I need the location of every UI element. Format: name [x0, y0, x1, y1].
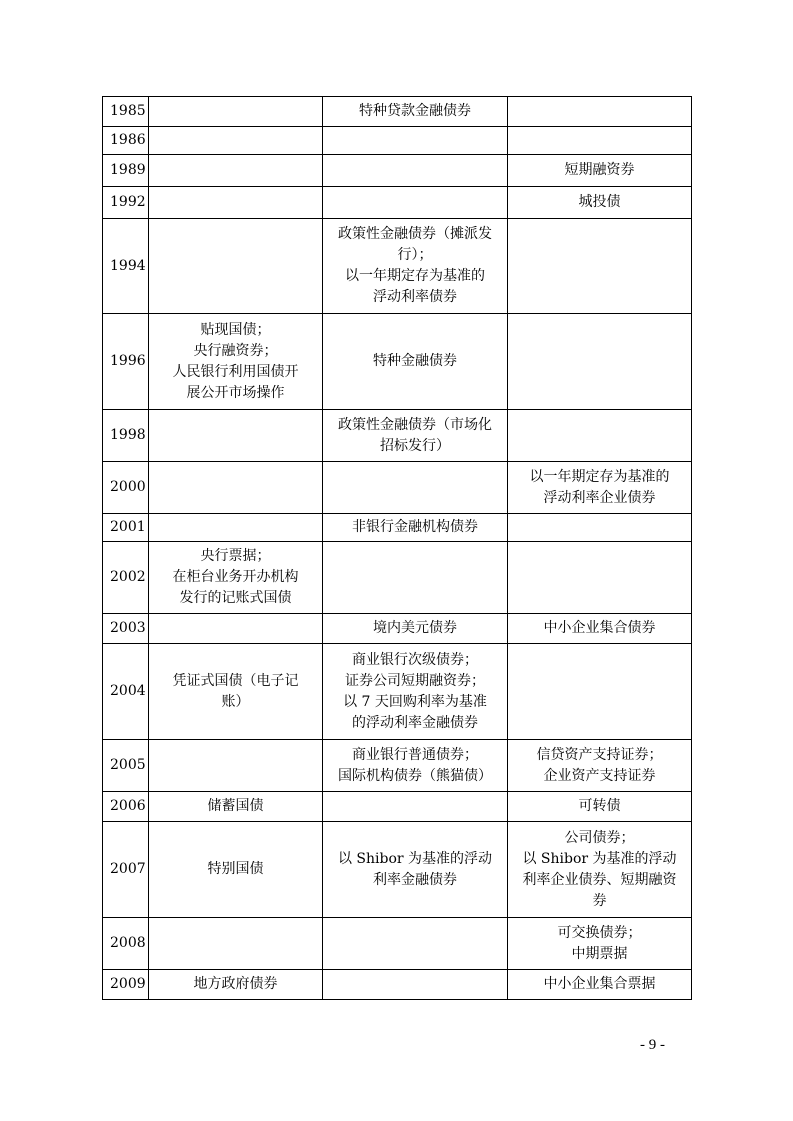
cell-line: 账） — [221, 693, 250, 710]
table-row — [103, 822, 692, 918]
cell-line: 中期票据 — [571, 945, 628, 962]
cell-line: 浮动利率债券 — [373, 289, 457, 305]
bond-cell-col2 — [323, 740, 508, 792]
bond-cell-col2 — [323, 314, 508, 410]
bond-cell-col2 — [323, 614, 508, 644]
cell-line: 境内美元债券 — [373, 620, 457, 636]
year-cell: 2008 — [103, 918, 149, 970]
cell-line: 以一年期定存为基准的 — [345, 268, 485, 284]
cell-line: 商业银行普通债券； — [352, 746, 478, 763]
year-cell: 2002 — [103, 542, 149, 614]
year-cell: 2001 — [103, 514, 149, 542]
bond-cell-col3 — [508, 462, 692, 514]
cell-line: 以 Shibor 为基准的浮动 — [522, 850, 677, 867]
cell-line: 信贷资产支持证券； — [536, 746, 663, 763]
table-row — [103, 542, 692, 614]
bond-cell-col2 — [323, 410, 508, 462]
bond-cell-col3 — [508, 740, 692, 792]
bond-cell-col3 — [508, 187, 692, 219]
bond-cell-col3 — [508, 514, 692, 542]
table-row — [103, 97, 692, 127]
table-row — [103, 614, 692, 644]
year-cell: 1998 — [103, 410, 149, 462]
bond-cell-col3 — [508, 822, 692, 918]
cell-line: 特别国债 — [207, 861, 264, 877]
year-cell: 1985 — [103, 97, 149, 127]
bond-cell-col3 — [508, 314, 692, 410]
table-row — [103, 314, 692, 410]
cell-line: 特种金融债券 — [373, 353, 457, 369]
table-row — [103, 918, 692, 970]
bond-cell-col3 — [508, 219, 692, 314]
bond-cell-col3 — [508, 970, 692, 1000]
cell-line: 政策性金融债券（市场化 — [338, 416, 492, 433]
bond-cell-col1 — [149, 740, 323, 792]
cell-line: 行）； — [397, 247, 433, 263]
cell-line: 可交换债券； — [557, 924, 642, 941]
cell-line: 储蓄国债 — [207, 798, 264, 814]
bond-cell-col1 — [149, 614, 323, 644]
bond-cell-col1 — [149, 462, 323, 514]
bond-cell-col3 — [508, 542, 692, 614]
bond-cell-col2 — [323, 792, 508, 822]
bond-history-table — [102, 96, 692, 1000]
cell-line: 人民银行利用国债开 — [172, 363, 299, 380]
year-cell: 2005 — [103, 740, 149, 792]
cell-line: 非银行金融机构债券 — [352, 519, 478, 535]
table-row — [103, 514, 692, 542]
bond-cell-col3 — [508, 792, 692, 822]
cell-line: 央行票据； — [200, 548, 271, 564]
cell-line: 城投债 — [578, 194, 621, 210]
bond-cell-col1 — [149, 187, 323, 219]
cell-line: 以 Shibor 为基准的浮动 — [337, 850, 493, 867]
bond-cell-col2 — [323, 514, 508, 542]
cell-line: 招标发行） — [380, 437, 450, 454]
table-row — [103, 970, 692, 1000]
cell-line: 以一年期定存为基准的 — [529, 468, 670, 485]
table-row — [103, 740, 692, 792]
year-cell: 2009 — [103, 970, 149, 1000]
bond-cell-col3 — [508, 410, 692, 462]
cell-line: 证券公司短期融资券； — [345, 672, 485, 689]
year-cell: 1992 — [103, 187, 149, 219]
table-row — [103, 462, 692, 514]
cell-line: 中小企业集合票据 — [543, 976, 656, 992]
cell-line: 中小企业集合债券 — [543, 620, 656, 636]
cell-line: 的浮动利率金融债券 — [352, 714, 478, 731]
bond-cell-col2 — [323, 970, 508, 1000]
year-cell: 2000 — [103, 462, 149, 514]
bond-cell-col3 — [508, 644, 692, 740]
bond-cell-col1 — [149, 970, 323, 1000]
bond-cell-col2 — [323, 918, 508, 970]
year-cell: 2007 — [103, 822, 149, 918]
year-cell: 1994 — [103, 219, 149, 314]
bond-cell-col1 — [149, 542, 323, 614]
bond-cell-col1 — [149, 918, 323, 970]
cell-line: 发行的记账式国债 — [179, 590, 292, 606]
bond-cell-col1 — [149, 97, 323, 127]
bond-cell-col2 — [323, 542, 508, 614]
bond-cell-col1 — [149, 155, 323, 187]
bond-cell-col2 — [323, 462, 508, 514]
bond-cell-col2 — [323, 219, 508, 314]
bond-cell-col1 — [149, 127, 323, 155]
cell-line: 在柜台业务开办机构 — [172, 569, 299, 585]
bond-cell-col1 — [149, 219, 323, 314]
bond-cell-col3 — [508, 97, 692, 127]
cell-line: 利率企业债券、短期融资 — [522, 871, 677, 888]
cell-line: 浮动利率企业债券 — [543, 489, 656, 506]
bond-cell-col2 — [323, 155, 508, 187]
bond-cell-col1 — [149, 822, 323, 918]
cell-line: 短期融资券 — [564, 162, 635, 178]
bond-cell-col3 — [508, 127, 692, 155]
page-number: - 9 - — [640, 1037, 665, 1053]
table-row — [103, 187, 692, 219]
table-row — [103, 410, 692, 462]
table-row — [103, 127, 692, 155]
bond-cell-col1 — [149, 410, 323, 462]
table-row — [103, 644, 692, 740]
bond-cell-col1 — [149, 644, 323, 740]
bond-cell-col3 — [508, 155, 692, 187]
cell-line: 国际机构债券（熊猫债） — [338, 767, 492, 784]
cell-line: 以 7 天回购利率为基准 — [343, 693, 487, 710]
table-row — [103, 155, 692, 187]
cell-line: 特种贷款金融债券 — [359, 103, 471, 119]
bond-cell-col2 — [323, 187, 508, 219]
cell-line: 凭证式国债（电子记 — [172, 672, 299, 689]
cell-line: 可转债 — [578, 798, 621, 814]
table-row — [103, 219, 692, 314]
cell-line: 商业银行次级债券； — [352, 651, 478, 668]
bond-cell-col1 — [149, 514, 323, 542]
bond-cell-col1 — [149, 792, 323, 822]
bond-cell-col2 — [323, 97, 508, 127]
year-cell: 1996 — [103, 314, 149, 410]
year-cell: 2006 — [103, 792, 149, 822]
table-body — [103, 97, 692, 1000]
bond-cell-col3 — [508, 918, 692, 970]
cell-line: 展公开市场操作 — [186, 384, 285, 401]
bond-cell-col2 — [323, 822, 508, 918]
cell-line: 公司债券； — [564, 829, 635, 846]
year-cell: 1986 — [103, 127, 149, 155]
table-row — [103, 792, 692, 822]
bond-cell-col1 — [149, 314, 323, 410]
year-cell: 2004 — [103, 644, 149, 740]
cell-line: 政策性金融债券（摊派发 — [338, 226, 492, 242]
bond-cell-col2 — [323, 644, 508, 740]
bond-cell-col3 — [508, 614, 692, 644]
year-cell: 1989 — [103, 155, 149, 187]
cell-line: 企业资产支持证券 — [543, 767, 656, 784]
cell-line: 央行融资券； — [193, 342, 278, 359]
year-cell: 2003 — [103, 614, 149, 644]
cell-line: 地方政府债券 — [193, 976, 278, 992]
cell-line: 券 — [592, 892, 607, 909]
cell-line: 贴现国债； — [200, 321, 271, 338]
bond-cell-col2 — [323, 127, 508, 155]
cell-line: 利率金融债券 — [373, 871, 457, 888]
